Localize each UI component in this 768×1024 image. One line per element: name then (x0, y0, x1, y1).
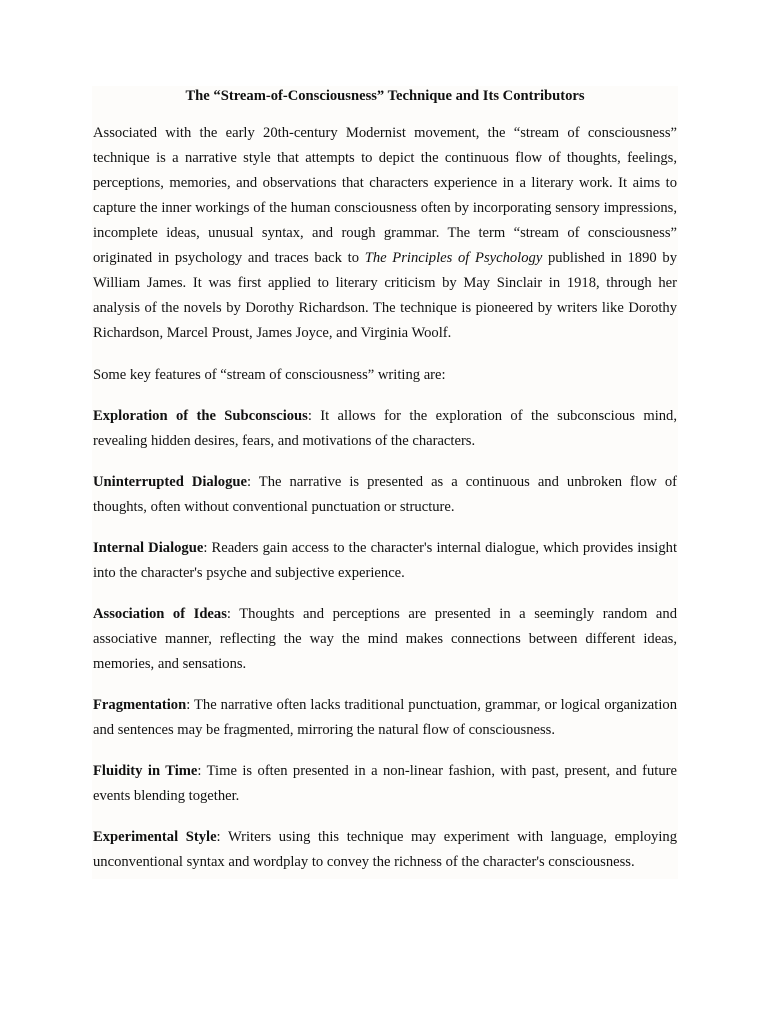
feature-item (93, 404, 677, 454)
feature-description: : The narrative is presented as a continuous and unbroken flow of thoughts, often without conventional punctuation or structure. (93, 474, 677, 515)
feature-item (93, 602, 677, 677)
intro-paragraph (93, 121, 677, 346)
feature-description: : Readers gain access to the character's internal dialogue, which provides insight into the character's psyche and subjective experience. (93, 540, 678, 581)
feature-description: : It allows for the exploration of the subconscious mind, revealing hidden desires, fears, and motivations of the characters. (93, 408, 677, 449)
feature-item (93, 759, 677, 809)
feature-description: : The narrative often lacks traditional punctuation, grammar, or logical organization and sentences may be fragmented, mirroring the natural flow of consciousness. (93, 697, 677, 738)
feature-description: : Time is often presented in a non-linear fashion, with past, present, and future events blending together. (93, 763, 677, 804)
feature-item (93, 825, 677, 875)
feature-term: Uninterrupted Dialogue (93, 474, 247, 490)
book-title: The Principles of Psychology (364, 250, 543, 266)
intro-text-start: Associated with the early 20th-century Modernist movement, the “stream of consciousness” technique is a narrative style that attempts to depict the continuous flow of thoughts, feelings, perceptions, memories, and observations that characters experience in a literary work. It aims to capture the inner workings of the human consciousness often by incorporating sensory impressions, incomplete ideas, unusual syntax, and rough grammar. The term “stream of consciousness” originated in psychology and traces back to (93, 125, 677, 266)
feature-term: Experimental Style (93, 829, 217, 845)
intro-text-end: published in 1890 by William James. It was first applied to literary criticism by May Sinclair in 1918, through her analysis of the novels by Dorothy Richardson. The technique is pioneered by writers like Dorothy Richardson, Marcel Proust, James Joyce, and Virginia Woolf. (93, 250, 677, 341)
feature-description: : Thoughts and perceptions are presented in a seemingly random and associative manner, reflecting the way the mind makes connections between different ideas, memories, and sensations. (93, 606, 677, 672)
feature-term: Internal Dialogue (93, 540, 204, 556)
features-lead: Some key features of “stream of consciousness” writing are: (93, 367, 446, 383)
document-title: The “Stream-of-Consciousness” Technique and Its Contributors (185, 88, 585, 104)
feature-term: Association of Ideas (93, 606, 227, 622)
feature-item (93, 470, 677, 520)
feature-term: Fragmentation (93, 697, 187, 713)
feature-term: Fluidity in Time (93, 763, 198, 779)
feature-item (93, 536, 677, 586)
feature-item (93, 693, 677, 743)
document-body (92, 86, 678, 879)
feature-term: Exploration of the Subconscious (93, 408, 308, 424)
feature-description: : Writers using this technique may experiment with language, employing unconventional syntax and wordplay to convey the richness of the character's consciousness. (93, 829, 677, 870)
